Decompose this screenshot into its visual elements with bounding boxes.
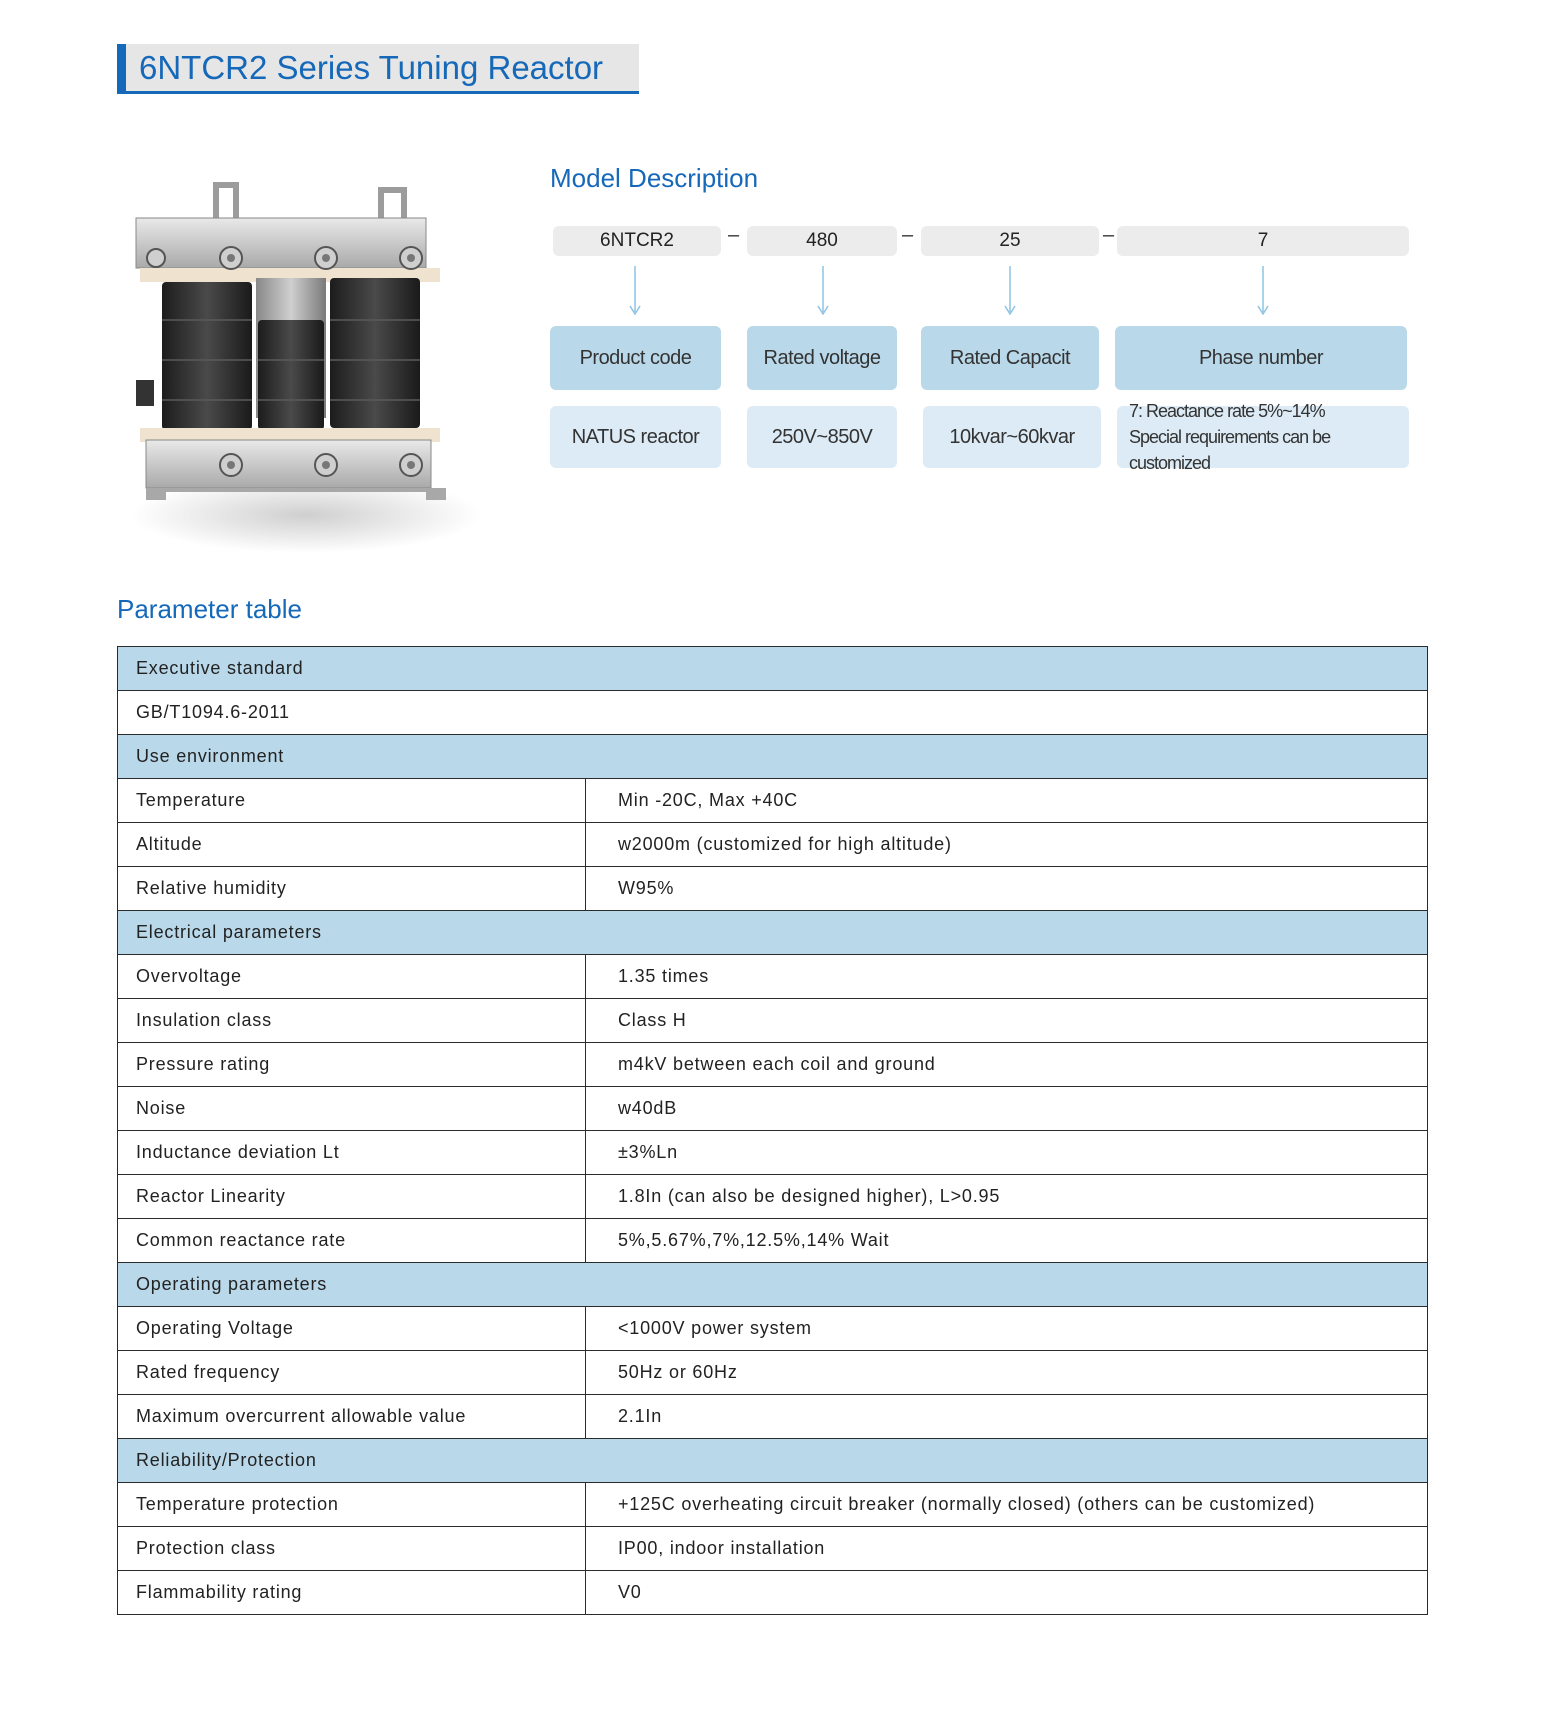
row-value: V0 xyxy=(586,1571,1428,1615)
row-value: w40dB xyxy=(586,1087,1428,1131)
phase-value-line: 7: Reactance rate 5%~14% xyxy=(1129,401,1325,421)
page-title: 6NTCR2 Series Tuning Reactor xyxy=(139,49,604,86)
row-value: w2000m (customized for high altitude) xyxy=(586,823,1428,867)
row-label: Flammability rating xyxy=(118,1571,586,1615)
arrow-down-icon xyxy=(1256,266,1270,318)
table-row xyxy=(118,779,1428,823)
row-label: Relative humidity xyxy=(118,867,586,911)
section-header-label: Operating parameters xyxy=(118,1263,1428,1307)
table-section-header xyxy=(118,1263,1428,1307)
section-header-label: Use environment xyxy=(118,735,1428,779)
row-label: Temperature protection xyxy=(118,1483,586,1527)
model-label-rated-capacity: Rated Capacit xyxy=(921,326,1099,390)
table-row xyxy=(118,867,1428,911)
table-row xyxy=(118,1219,1428,1263)
table-row xyxy=(118,691,1428,735)
row-value: 1.35 times xyxy=(586,955,1428,999)
arrow-down-icon xyxy=(1003,266,1017,318)
row-value: 1.8In (can also be designed higher), L>0.95 xyxy=(586,1175,1428,1219)
section-header-label: Executive standard xyxy=(118,647,1428,691)
reactor-product-photo-icon xyxy=(126,170,496,560)
table-row xyxy=(118,1175,1428,1219)
row-label: Pressure rating xyxy=(118,1043,586,1087)
model-label-product-code: Product code xyxy=(550,326,721,390)
table-section-header xyxy=(118,1439,1428,1483)
table-row xyxy=(118,999,1428,1043)
model-description-heading: Model Description xyxy=(550,163,759,193)
table-row xyxy=(118,1131,1428,1175)
table-section-header xyxy=(118,911,1428,955)
row-label: Rated frequency xyxy=(118,1351,586,1395)
arrow-down-icon xyxy=(628,266,642,318)
model-value-rated-voltage: 250V~850V xyxy=(747,406,897,468)
row-value: 2.1In xyxy=(586,1395,1428,1439)
model-code-capacity: 25 xyxy=(921,226,1099,256)
row-label: Operating Voltage xyxy=(118,1307,586,1351)
model-value-product-code: NATUS reactor xyxy=(550,406,721,468)
model-code-product: 6NTCR2 xyxy=(553,226,721,256)
model-code-separator: – xyxy=(1103,224,1115,246)
row-label: Altitude xyxy=(118,823,586,867)
row-label: Common reactance rate xyxy=(118,1219,586,1263)
row-full-value: GB/T1094.6-2011 xyxy=(118,691,1428,735)
row-value: W95% xyxy=(586,867,1428,911)
row-value: +125C overheating circuit breaker (normally closed) (others can be customized) xyxy=(586,1483,1428,1527)
title-banner xyxy=(117,44,639,94)
model-value-rated-capacity: 10kvar~60kvar xyxy=(923,406,1101,468)
model-code-separator: – xyxy=(902,224,914,246)
model-value-phase-number xyxy=(1117,401,1409,473)
row-label: Maximum overcurrent allowable value xyxy=(118,1395,586,1439)
model-code-voltage: 480 xyxy=(747,226,897,256)
model-label-phase-number: Phase number xyxy=(1115,326,1407,390)
row-value: 5%,5.67%,7%,12.5%,14% Wait xyxy=(586,1219,1428,1263)
table-section-header xyxy=(118,735,1428,779)
row-label: Insulation class xyxy=(118,999,586,1043)
row-label: Overvoltage xyxy=(118,955,586,999)
table-row xyxy=(118,1571,1428,1615)
model-code-separator: – xyxy=(728,224,740,246)
row-label: Temperature xyxy=(118,779,586,823)
table-row xyxy=(118,823,1428,867)
row-value: <1000V power system xyxy=(586,1307,1428,1351)
row-value: IP00, indoor installation xyxy=(586,1527,1428,1571)
table-row xyxy=(118,1307,1428,1351)
title-accent-bar xyxy=(117,44,126,91)
table-section-header xyxy=(118,647,1428,691)
row-value: ±3%Ln xyxy=(586,1131,1428,1175)
section-header-label: Reliability/Protection xyxy=(118,1439,1428,1483)
arrow-down-icon xyxy=(816,266,830,318)
row-value: 50Hz or 60Hz xyxy=(586,1351,1428,1395)
table-row xyxy=(118,1351,1428,1395)
table-row xyxy=(118,1527,1428,1571)
row-label: Reactor Linearity xyxy=(118,1175,586,1219)
row-value: Class H xyxy=(586,999,1428,1043)
row-label: Noise xyxy=(118,1087,586,1131)
row-label: Inductance deviation Lt xyxy=(118,1131,586,1175)
table-row xyxy=(118,955,1428,999)
parameter-table xyxy=(117,646,1428,1615)
row-value: Min -20C, Max +40C xyxy=(586,779,1428,823)
table-row xyxy=(118,1483,1428,1527)
section-header-label: Electrical parameters xyxy=(118,911,1428,955)
table-row xyxy=(118,1043,1428,1087)
table-row xyxy=(118,1087,1428,1131)
row-label: Protection class xyxy=(118,1527,586,1571)
row-value: m4kV between each coil and ground xyxy=(586,1043,1428,1087)
parameter-table-heading: Parameter table xyxy=(117,594,302,624)
model-code-phase: 7 xyxy=(1117,226,1409,256)
model-label-rated-voltage: Rated voltage xyxy=(747,326,897,390)
phase-value-line: Special requirements can be customized xyxy=(1129,427,1331,473)
table-row xyxy=(118,1395,1428,1439)
